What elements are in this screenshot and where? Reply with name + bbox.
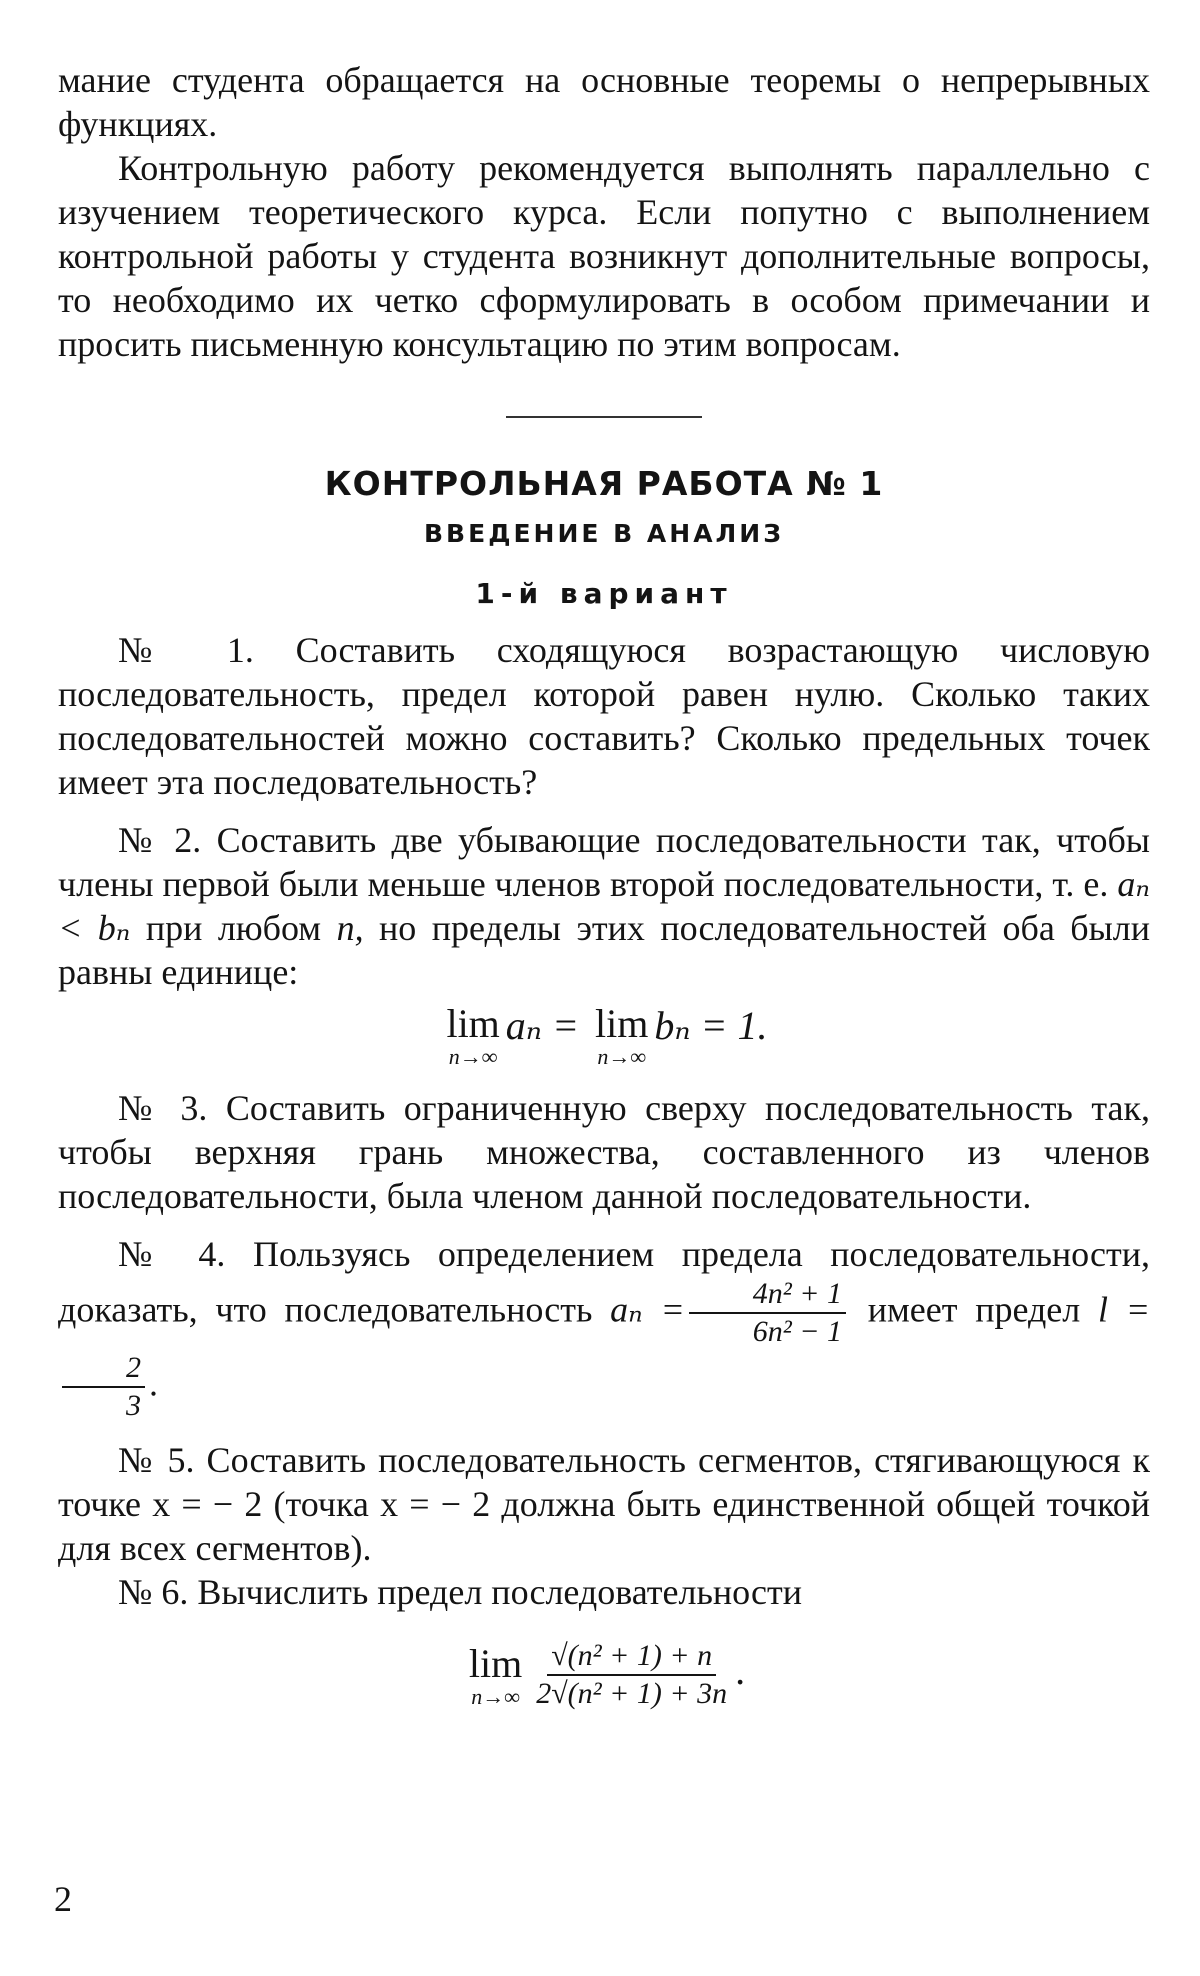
problem-2-inequality: aₙ < bₙ <box>58 864 1151 948</box>
problem-6-fraction: $\frac{\text{√(n² + 1) + n}}{\text{2√(n² + 1) + 3n}}$ <box>536 1639 728 1710</box>
problem-4-l: l = <box>1098 1289 1151 1330</box>
problem-2 <box>58 818 1150 994</box>
problem-4-dot: . <box>149 1363 158 1404</box>
problem-2-formula <box>58 1002 1150 1068</box>
problem-4-text-b: имеет предел <box>867 1289 1081 1330</box>
section-subtitle: ВВЕДЕНИЕ В АНАЛИЗ <box>424 519 784 548</box>
intro-text: мание студента обращается на основные теоремы о непрерывных функциях. <box>58 60 1150 144</box>
problem-6: № 6. Вычислить предел последовательности <box>118 1572 803 1612</box>
problem-6-formula <box>58 1638 1150 1712</box>
problem-5: № 5. Составить последовательность сегментов, стягивающуюся к точке x = − 2 (точка x = − 2 должна быть единственной общей точкой для всех сегментов). <box>58 1440 1150 1568</box>
section-divider <box>506 416 702 418</box>
problem-2-n: n, <box>336 908 364 948</box>
problem-4-an: aₙ = <box>610 1289 685 1330</box>
problem-4 <box>58 1232 1150 1424</box>
problem-2-text-c: но пределы этих последовательностей оба были равны единице: <box>58 908 1151 992</box>
lim-operator: lim n→∞ <box>468 1641 523 1709</box>
problem-2-text-b: при любом <box>145 908 322 948</box>
page-number: 2 <box>54 1879 72 1919</box>
problem-3: № 3. Составить ограниченную сверху последовательность так, чтобы верхняя грань множества, составленного из членов последовательности, была членом данной последовательности. <box>58 1088 1150 1216</box>
problem-1: № 1. Составить сходящуюся возрастающую числовую последовательность, предел которой равен нулю. Сколько таких последовательностей можно составить? Сколько предельных точек имеет эта последовательность? <box>58 630 1150 802</box>
page-content <box>58 58 1150 1730</box>
problem-2-text: № 2. Составить две убывающие последовательности так, чтобы члены первой были меньше членов второй последовательности, т. е. <box>58 820 1150 904</box>
lim-operator: lim n→∞ <box>595 1001 649 1069</box>
b-n-term: bₙ = 1. <box>654 1003 768 1048</box>
lim-operator: lim n→∞ <box>446 1001 500 1069</box>
variant-heading: 1-й вариант <box>475 577 733 610</box>
section-title: КОНТРОЛЬНАЯ РАБОТА № 1 <box>324 464 884 503</box>
problem-6-dot: . <box>735 1648 746 1694</box>
intro-paragraph: Контрольную работу рекомендуется выполнять параллельно с изучением теоретического курса. Если попутно с выполнением контрольной работы у студента возникнут дополнительные вопросы, то необходимо их четко сформулировать в особом примечании и просить письменную консультацию по этим вопросам. <box>58 148 1150 364</box>
problem-4-fraction: $\frac{\text{4n² + 1}}{\text{6n² − 1}}$ <box>689 1276 846 1350</box>
problem-4-text: № 4. Пользуясь определением предела последовательности, доказать, что последовательность <box>58 1234 1150 1330</box>
a-n-term: aₙ = <box>505 1003 579 1048</box>
problem-4-limit-fraction: $\frac{2}{3}$ <box>62 1350 145 1424</box>
